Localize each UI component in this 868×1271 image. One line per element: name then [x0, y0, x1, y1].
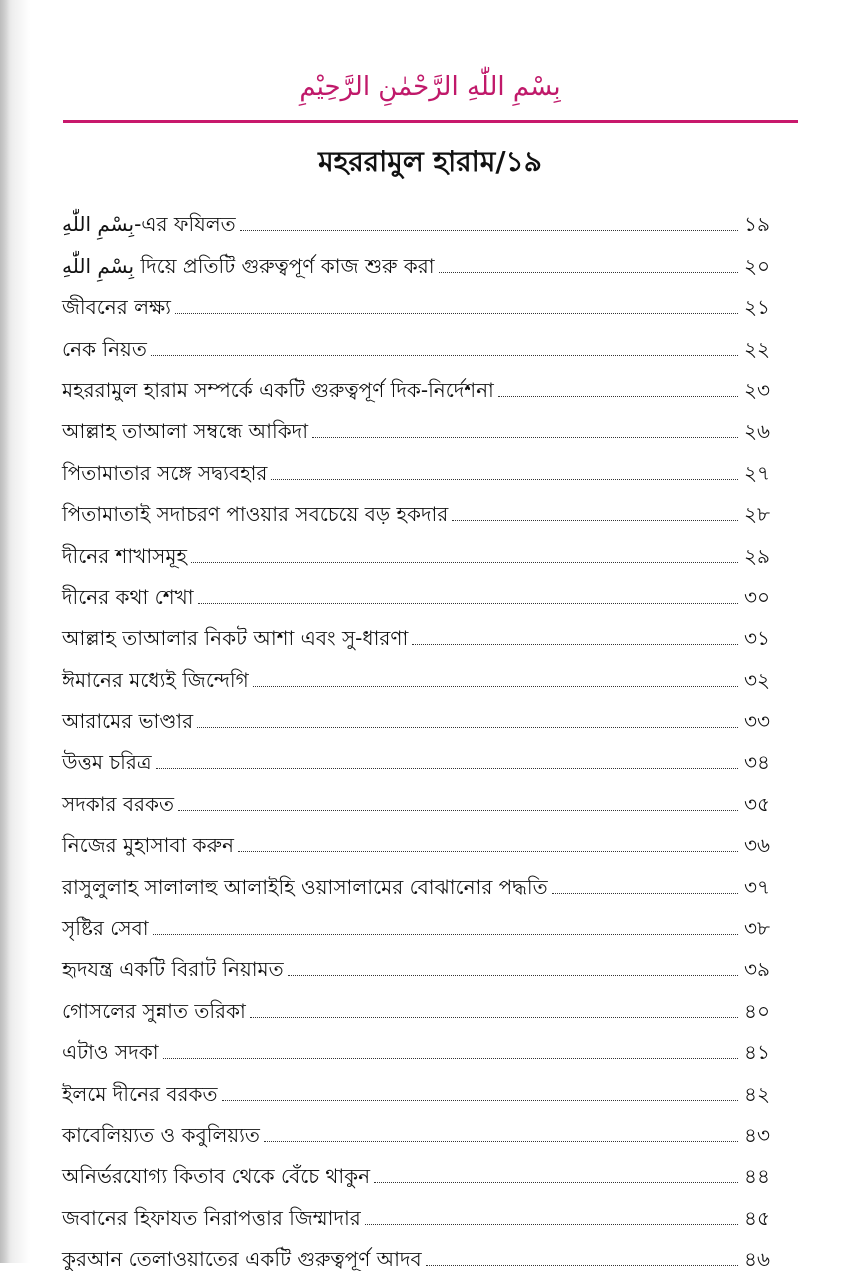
toc-entry-title: [62, 709, 194, 734]
toc-entry: [62, 648, 800, 692]
toc-entry-text: নেক নিয়ত: [62, 336, 147, 361]
toc-entry-text: আরামের ভাণ্ডার: [62, 709, 194, 734]
toc-entry-title: [62, 295, 171, 320]
toc-entry-text: সৃষ্টির সেবা: [62, 916, 149, 941]
toc-entry: [62, 317, 800, 361]
toc-page-number: ৩৬: [744, 833, 771, 858]
toc-entry-title: [62, 543, 187, 568]
toc-entry: [62, 855, 800, 899]
toc-entry-title: [62, 957, 284, 982]
toc-entry: [62, 524, 800, 568]
toc-page-number: ২৭: [744, 460, 771, 485]
toc-page-number: ৩০: [744, 584, 771, 609]
toc-page-number: ২৯: [744, 543, 770, 568]
toc-page-number: ২৩: [744, 377, 771, 402]
dot-leader: [197, 727, 738, 728]
toc-page-number: ৩৯: [744, 957, 770, 982]
toc-entry: [62, 234, 800, 278]
toc-entry: [62, 1186, 800, 1230]
toc-entry-text: পিতামাতার সঙ্গে সদ্ব্যবহার: [62, 460, 268, 485]
toc-entry-text: অনির্ভরযোগ্য কিতাব থেকে বেঁচে থাকুন: [62, 1164, 371, 1189]
section-title: মহররামুল হারাম/১৯: [318, 145, 542, 178]
toc-entry-text: উত্তম চরিত্র: [62, 750, 152, 775]
toc-entry-text: কাবেলিয়্যত ও কবুলিয়্যত: [62, 1122, 260, 1147]
toc-page-number: ৪৩: [744, 1122, 770, 1147]
toc-page-number: ৪৫: [744, 1205, 770, 1230]
dot-leader: [250, 1017, 738, 1018]
toc-entry-title: [62, 833, 234, 858]
toc-entry-title: [62, 1205, 361, 1230]
dot-leader: [374, 1182, 738, 1183]
arabic-basmala-inline: بِسْمِ اللّٰهِ: [62, 253, 135, 278]
toc-entry-title: [62, 1249, 422, 1269]
toc-entry-title: [62, 377, 494, 402]
toc-page-number: ৩১: [744, 626, 770, 651]
toc-entry-text: মহররামুল হারাম সম্পর্কে একটি গুরুত্বপূর্ণ দিক-নির্দেশনা: [62, 377, 494, 402]
toc-entry-title: [62, 1122, 260, 1147]
dot-leader: [552, 893, 738, 894]
toc-entry-text: গোসলের সুন্নাত তরিকা: [62, 998, 246, 1023]
toc-entry-title: [62, 419, 308, 444]
dot-leader: [240, 230, 738, 231]
dot-leader: [312, 437, 738, 438]
toc-entry: [62, 814, 800, 858]
table-of-contents: [62, 193, 800, 1269]
toc-page-number: ২৬: [744, 419, 771, 444]
dot-leader: [178, 810, 738, 811]
toc-entry: [62, 897, 800, 941]
toc-entry-title: [62, 336, 147, 361]
toc-entry-title: [62, 212, 236, 237]
toc-entry-text: আল্লাহ তাআলার নিকট আশা এবং সু-ধারণা: [62, 626, 409, 651]
toc-entry-text: দীনের শাখাসমূহ: [62, 543, 187, 568]
toc-page-number: ২১: [744, 295, 770, 320]
toc-entry: [62, 690, 800, 734]
toc-entry-title: [62, 916, 149, 941]
toc-page-number: ৩৭: [744, 874, 771, 899]
dot-leader: [191, 562, 738, 563]
toc-entry: [62, 400, 800, 444]
toc-entry-text: জবানের হিফাযত নিরাপত্তার জিম্মাদার: [62, 1205, 361, 1230]
dot-leader: [426, 1265, 738, 1266]
toc-page-number: ৩৮: [744, 916, 770, 941]
arabic-basmala-inline: بِسْمِ اللّٰهِ: [62, 212, 135, 237]
dot-leader: [222, 1100, 739, 1101]
toc-entry: [62, 193, 800, 237]
toc-entry-text: জীবনের লক্ষ্য: [62, 295, 171, 320]
toc-page-number: ৩৩: [744, 709, 771, 734]
dot-leader: [175, 313, 738, 314]
toc-entry-title: [62, 667, 249, 692]
toc-entry: [62, 566, 800, 607]
toc-entry-text: নিজের মুহাসাবা করুন: [62, 833, 234, 858]
dot-leader: [452, 520, 738, 521]
toc-entry: [62, 1104, 800, 1145]
toc-entry-title: [62, 874, 548, 899]
dot-leader: [271, 479, 738, 480]
toc-entry-text: পিতামাতাই সদাচরণ পাওয়ার সবচেয়ে বড় হকদার: [62, 502, 449, 527]
dot-leader: [439, 272, 738, 273]
spine-shadow: [0, 0, 10, 1263]
dot-leader: [163, 1058, 738, 1059]
toc-entry-title: [62, 1040, 159, 1065]
toc-page-number: ১৯: [744, 212, 770, 237]
dot-leader: [198, 603, 738, 604]
toc-page-number: ৩৪: [744, 750, 770, 775]
toc-entry-text: দিয়ে প্রতিটি গুরুত্বপূর্ণ কাজ শুরু করা: [134, 253, 435, 278]
dot-leader: [153, 934, 738, 935]
toc-entry-text: রাসুলুলাহ সালালাহু আলাইহি ওয়াসালামের বোঝানোর পদ্ধতি: [62, 874, 548, 899]
toc-page-number: ৩২: [744, 667, 771, 692]
toc-entry-title: [62, 1164, 371, 1189]
toc-entry: [62, 441, 800, 485]
dot-leader: [498, 396, 738, 397]
toc-entry-text: হৃদযন্ত্র একটি বিরাট নিয়ামত: [62, 957, 284, 982]
toc-entry-text: সদকার বরকত: [62, 791, 175, 816]
toc-entry-title: [62, 584, 194, 609]
toc-entry: [62, 607, 800, 651]
toc-entry-title: [62, 253, 435, 278]
dot-leader: [288, 975, 738, 976]
toc-entry-text: এটাও সদকা: [62, 1040, 159, 1065]
toc-entry: [62, 938, 800, 982]
toc-entry-title: [62, 791, 175, 816]
toc-entry: [62, 979, 800, 1023]
toc-entry: [62, 276, 800, 320]
dot-leader: [238, 851, 738, 852]
toc-entry-text: দীনের কথা শেখা: [62, 584, 194, 609]
toc-entry: [62, 483, 800, 527]
dot-leader: [253, 686, 738, 687]
dot-leader: [156, 768, 738, 769]
header-divider: [63, 120, 798, 123]
toc-entry-title: [62, 460, 268, 485]
toc-entry-title: [62, 998, 246, 1023]
toc-entry-text: -এর ফযিলত: [134, 212, 236, 237]
toc-entry: [62, 359, 800, 400]
toc-entry: [62, 731, 800, 775]
toc-page-number: ৩৫: [744, 791, 770, 816]
dot-leader: [412, 644, 738, 645]
toc-entry-title: [62, 502, 449, 527]
toc-entry: [62, 1145, 800, 1189]
toc-page-number: ৪২: [744, 1081, 770, 1106]
toc-page-number: ৪৪: [744, 1164, 770, 1189]
dot-leader: [151, 355, 738, 356]
toc-entry: [62, 1062, 800, 1106]
toc-entry-title: [62, 1081, 218, 1106]
toc-entry-title: [62, 626, 409, 651]
toc-page-number: ২২: [744, 336, 771, 361]
basmala-header: بِسْمِ اللّٰهِ الرَّحْمٰنِ الرَّحِيْمِ: [299, 72, 561, 102]
toc-page-number: ৪০: [744, 998, 770, 1023]
toc-entry-text: আল্লাহ তাআলা সম্বন্ধে আকিদা: [62, 419, 308, 444]
dot-leader: [264, 1141, 738, 1142]
toc-page-number: ২৮: [744, 502, 770, 527]
toc-entry: [62, 772, 800, 816]
toc-entry-text: কুরআন তেলাওয়াতের একটি গুরুত্বপূর্ণ আদব: [62, 1247, 422, 1271]
toc-entry: [62, 1021, 800, 1065]
toc-entry-title: [62, 750, 152, 775]
toc-entry-text: ইলমে দীনের বরকত: [62, 1081, 218, 1106]
toc-page-number: ৪১: [744, 1040, 770, 1065]
toc-page-number: ২০: [744, 253, 771, 278]
toc-entry-text: ঈমানের মধ্যেই জিন্দেগি: [62, 667, 249, 692]
toc-page-number: ৪৬: [744, 1247, 770, 1271]
dot-leader: [365, 1224, 738, 1225]
